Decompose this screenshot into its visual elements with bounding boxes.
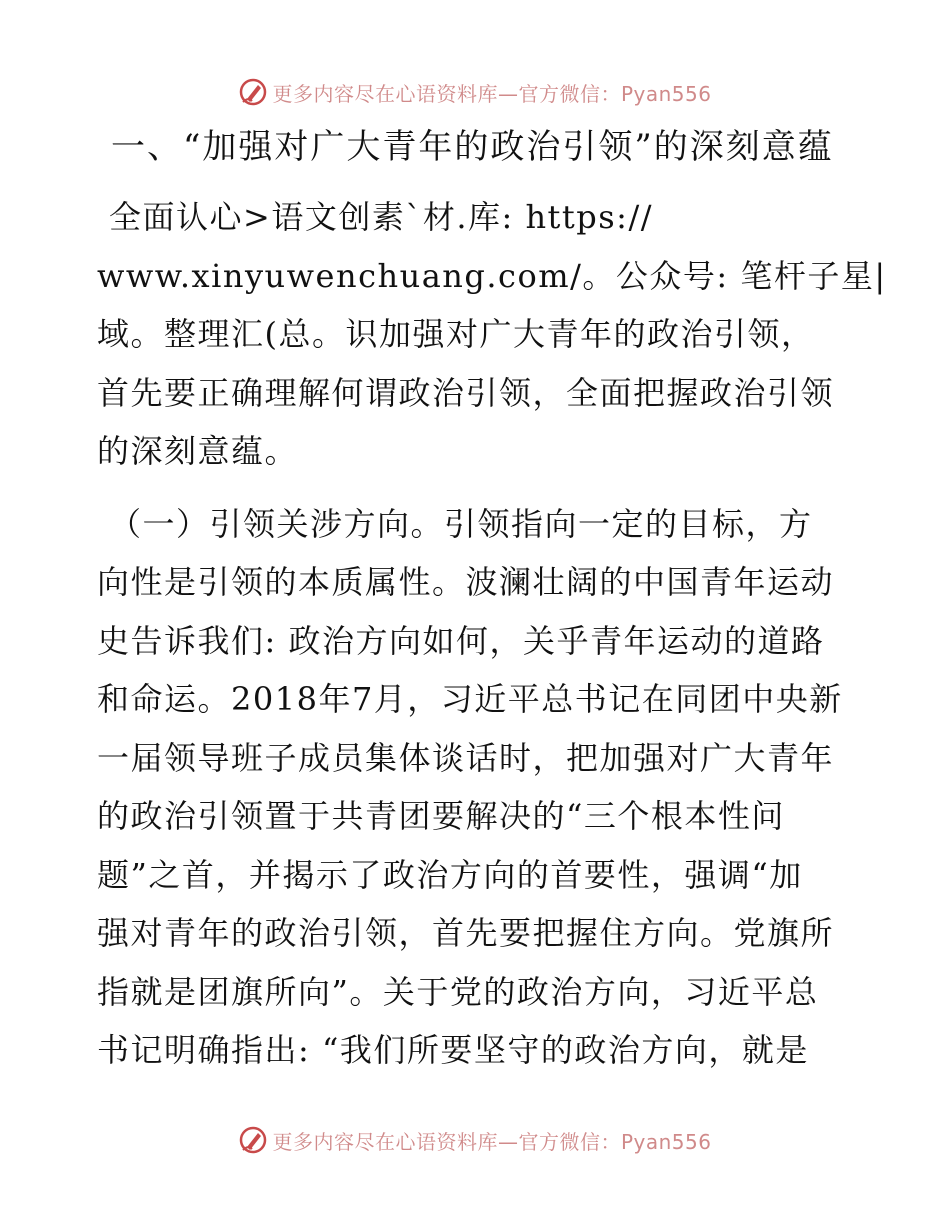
text-line: 的政治引领置于共青团要解决的“三个根本性问 xyxy=(97,797,785,835)
text-line: 史告诉我们: 政治方向如何，关乎青年运动的道路 xyxy=(97,621,825,660)
text-line: 和命运。2018年7月，习近平总书记在同团中央新 xyxy=(97,680,843,718)
text-line: 的深刻意蕴。 xyxy=(97,432,299,470)
text-line: www.xinyuwenchuang.com/。公众号: 笔杆子星| xyxy=(97,256,887,295)
pen-logo-icon xyxy=(238,77,268,107)
text-line: 题”之首，并揭示了政治方向的首要性，强调“加 xyxy=(97,855,803,894)
text-line: 书记明确指出: “我们所要坚守的政治方向，就是 xyxy=(97,1031,809,1069)
footer-watermark xyxy=(0,1120,950,1160)
text-line: 一届领导班子成员集体谈话时，把加强对广大青年 xyxy=(97,738,835,777)
text-line: 指就是团旗所向”。关于党的政治方向，习近平总 xyxy=(97,972,819,1011)
text-line: 向性是引领的本质属性。波澜壮阔的中国青年运动 xyxy=(97,563,835,601)
text-line: （一）引领关涉方向。引领指向一定的目标，方 xyxy=(109,504,813,543)
text-line: 域。整理汇(总。识加强对广大青年的政治引领， xyxy=(97,315,815,353)
intro-paragraph xyxy=(97,188,887,481)
document-body xyxy=(97,120,887,1080)
text-line: 强对青年的政治引领，首先要把握住方向。党旗所 xyxy=(97,914,835,952)
direction-paragraph xyxy=(97,495,857,1080)
header-watermark xyxy=(0,72,950,112)
text-line: 全面认心>语文创素`材.库: https:// xyxy=(109,198,654,236)
watermark-text: 更多内容尽在心语资料库—官方微信：Pyan556 xyxy=(272,1129,712,1154)
text-line: 首先要正确理解何谓政治引领，全面把握政治引领 xyxy=(97,373,835,412)
watermark-text: 更多内容尽在心语资料库—官方微信：Pyan556 xyxy=(272,81,712,106)
pen-logo-icon xyxy=(238,1125,268,1155)
section-heading: 一、“加强对广大青年的政治引领”的深刻意蕴 xyxy=(111,127,834,167)
